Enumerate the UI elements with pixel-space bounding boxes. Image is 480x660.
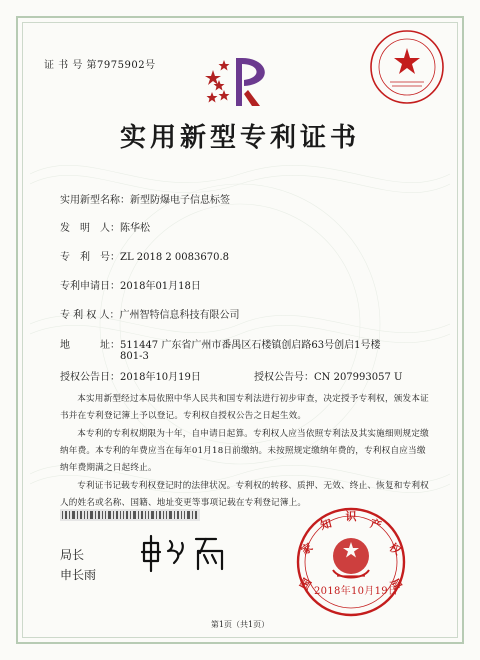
- address: [60, 336, 380, 351]
- svg-text:识: 识: [345, 511, 357, 523]
- address-label: 地 址：: [60, 340, 120, 351]
- svg-text:家: 家: [299, 541, 316, 558]
- body-paragraph-2: 本专利的专利权期限为十年，自申请日起算。专利权人应当依照专利法及其实施细则规定缴纳年费。本专利的年费应当在每年01月18日前缴纳。未按照规定缴纳年费的，专利权自应当缴纳年费期满之日起终止。: [60, 429, 429, 473]
- inventor-label: 发 明 人：: [60, 223, 120, 234]
- filing-label: 专利申请日：: [60, 281, 120, 292]
- svg-text:产: 产: [368, 517, 383, 533]
- director-name: 申长雨: [60, 568, 97, 582]
- certificate-title: 实用新型专利证书: [119, 123, 360, 153]
- grant-value: 2018年10月19日: [120, 372, 201, 383]
- svg-text:知: 知: [319, 517, 334, 533]
- page-number: 第1页（共1页）: [210, 620, 270, 629]
- certificate-body: [60, 391, 430, 512]
- inventor: [60, 219, 150, 234]
- address-line2: 801-3: [120, 351, 149, 362]
- patent-holder: [60, 306, 240, 321]
- svg-text:国: 国: [298, 576, 315, 593]
- security-strip: [60, 509, 200, 521]
- holder-value: 广州智特信息科技有限公司: [119, 310, 240, 321]
- filing-value: 2018年01月18日: [120, 281, 201, 292]
- pub-value: CN 207993057 U: [314, 372, 403, 383]
- certificate-number: 证 书 号 第7975902号: [44, 60, 156, 71]
- official-seal: [295, 506, 407, 618]
- address-line1: 511447 广东省广州市番禺区石楼镇创启路63号创启1号楼: [120, 340, 381, 351]
- pub-label: 授权公告号：: [254, 372, 314, 383]
- top-right-stamp: [368, 28, 446, 106]
- name-value: 新型防爆电子信息标签: [130, 195, 230, 206]
- patent-office-logo: [204, 52, 276, 108]
- inventor-value: 陈华松: [120, 223, 150, 234]
- svg-text:局: 局: [387, 576, 404, 593]
- filing-date: [60, 277, 201, 292]
- patent-number: [60, 248, 229, 263]
- grant-label: 授权公告日：: [60, 372, 120, 383]
- utility-model-name: [60, 191, 230, 206]
- director-title: 局长: [60, 548, 85, 562]
- body-paragraph-3: 专利证书记载专利权登记时的法律状况。专利权的转移、质押、无效、终止、恢复和专利权人的姓名或名称、国籍、地址变更等事项记载在专利登记簿上。: [60, 481, 429, 508]
- patent-value: ZL 2018 2 0083670.8: [120, 252, 230, 263]
- publication-number: [254, 368, 402, 383]
- svg-text:权: 权: [386, 541, 403, 558]
- holder-label: 专 利 权 人：: [60, 310, 120, 321]
- body-paragraph-1: 本实用新型经过本局依照中华人民共和国专利法进行初步审查，决定授予专利权，颁发本证书并在专利登记簿上予以登记。专利权自授权公告之日起生效。: [60, 394, 429, 421]
- name-label: 实用新型名称：: [60, 195, 130, 206]
- director-signature: [138, 533, 250, 573]
- grant-date: [60, 368, 201, 383]
- seal-date: 2018年10月19日: [314, 586, 399, 597]
- patent-label: 专 利 号：: [60, 252, 120, 263]
